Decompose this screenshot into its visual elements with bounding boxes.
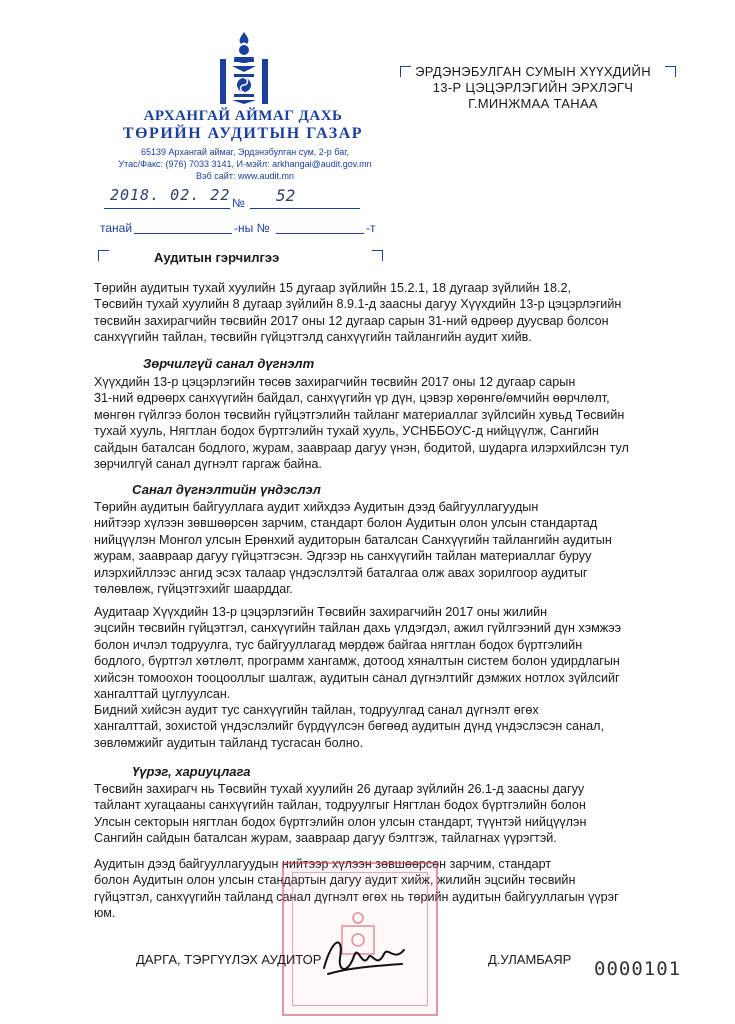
basis-paragraph-3: Бидний хийсэн аудит тус санхүүгийн тайлан, тодруулгад санал дүгнэлт өгөх хангалттай, зохистой үндэслэлийг бүрдүүлсэн бөгөөд аудитын дүнд үндэслэсэн санал, зөвлөмжийг аудитын тайланд тусгасан болно. (94, 703, 604, 750)
reply-number-label: -ны № (234, 221, 270, 235)
handwritten-date: 2018. 02. 22 (110, 186, 231, 204)
recipient-line2: 13-Р ЦЭЦЭРЛЭГИЙН ЭРХЛЭГЧ (432, 80, 634, 95)
signatory-role: ДАРГА, ТЭРГҮҮЛЭХ АУДИТОР (136, 952, 322, 967)
recipient-line1: ЭРДЭНЭБУЛГАН СУМЫН ХҮҮХДИЙН (415, 64, 651, 79)
intro-paragraph: Төрийн аудитын тухай хуулийн 15 дугаар зүйлийн 15.2.1, 18 дугаар зүйлийн 18.2, Төсвийн тухай хуулийн 8 дугаар зүйлийн 8.9.1-д заасны дагуу Хүүхдийн 13-р цэцэрлэгийн төсвийн захирагчийн төсвийн 2017 оны 12 дугаар сарын 31-ний өдрөөр дуусвар болсон санхүүгийн тайлан, төсвийн гүйцэтгэлд санхүүгийн тайлангийн аудит хийв. (94, 281, 622, 345)
section-heading-responsibility: Үүрэг, хариуцлага (132, 764, 251, 779)
soyombo-emblem-icon (214, 30, 274, 106)
recipient-name: Г.МИНЖМАА ТАНАА (468, 96, 598, 111)
document-serial-number: 0000101 (594, 958, 682, 980)
section-heading-basis: Санал дүгнэлтийн үндэслэл (132, 482, 321, 497)
number-underline (250, 194, 360, 209)
address-corner-mark-right (665, 66, 676, 77)
section-heading-opinion: Зөрчилгүй санал дүгнэлт (143, 356, 315, 371)
address-line: 65139 Архангай аймаг, Эрдэнэбулган сум, 2-р баг, (141, 147, 349, 157)
responsibility-paragraph: Төсвийн захирагч нь Төсвийн тухай хуулийн 26 дугаар зүйлийн 26.1-д заасны дагуу тайлант хугацааны санхүүгийн тайлан, тодруулгыг Нягтлан бодох бүртгэлийн болон Улсын секторын нягтлан бодох бүртгэлийн олон улсын стандарт, түүнтэй нийцүүлэн Сангийн сайдын баталсан журам, заавраар дагуу бэлтгэж, тайлагнах үүрэгтэй. (94, 782, 587, 846)
responsibility-paragraph-2: Аудитын дээд байгууллагуудын нийтээр хүлээн зөвшөөрсөн зарчим, стандарт болон Аудитын олон улсын стандартын дагуу аудит хийж, жилийн эцсийн төсвийн гүйцэтгэл, санхүүгийн тайланд санал дүгнэлт өгөх нь төрийн аудитын байгууллагын үүрэг юм. (94, 857, 619, 921)
handwritten-number: 52 (276, 186, 296, 205)
basis-paragraph: Төрийн аудитын байгууллага аудит хийхдээ Аудитын дээд байгууллагуудын нийтээр хүлээн зөвшөөрсөн зарчим, стандарт болон Аудитын олон улсын стандартад нийцүүлэн Монгол улсын Ерөнхий аудиторын баталсан Санхүүгийн тайлангийн аудитын журам, заавраар дагуу гүйцэтгэсэн. Эдгээр нь санхүүгийн тайлан материаллаг буруу илэрхийллээс ангид эсэх талаар үндэслэлтэй баталгаа олж авах зорилгоор аудитыг төлөвлөж, гүйцэтгэхийг шаарддаг. (94, 500, 612, 597)
handwritten-signature (318, 928, 408, 988)
basis-paragraph-2: Аудитаар Хүүхдийн 13-р цэцэрлэгийн Төсвийн захирагчийн 2017 оны жилийн эцсийн төсвийн гүйцэтгэл, санхүүгийн тайлан дахь үлдэгдэл, ажил гүйлгээний дүн хэмжээ болон ичлэл тодруулга, тус байгууллагад мөрдөж байгаа нягтлан бодох бүртгэлийн бодлого, бүртгэл хөтлөлт, программ хангамж, дотоод хяналтын систем болон удирдлагын хийсэн томоохон тооцооллыг шалгаж, аудитын санал дүгнэлтийг дэмжих нотлох зүйлсийг хангалттай цуглуулсан. (94, 605, 622, 702)
reply-number-underline (276, 219, 364, 234)
title-corner-mark-left (98, 250, 109, 261)
number-label: № (232, 196, 245, 210)
website-line: Вэб сайт: www.audit.mn (196, 171, 294, 181)
reply-suffix: -т (366, 221, 376, 235)
organization-name-line2: ТӨРИЙН АУДИТЫН ГАЗАР (122, 125, 364, 142)
title-corner-mark-right (372, 250, 383, 261)
opinion-paragraph: Хүүхдийн 13-р цэцэрлэгийн төсөв захирагчийн төсвийн 2017 оны 12 дугаар сарын 31-ний өдрөөрх санхүүгийн байдал, санхүүгийн үр дүн, цэвэр хөрөнгө/өмчийн өөрчлөлт, мөнгөн гүйлгээ болон төсвийн гүйцэтгэлийн тайланг материаллаг зүйлсийн хувьд Төсвийн тухай хууль, Нягтлан бодох бүртгэлийн тухай хууль, УСНББОУС-д нийцүүлж, Сангийн сайдын баталсан бодлого, журам, заавраар дагуу үнэн, бодитой, шударга илэрхийлсэн тул зөрчилгүй санал дүгнэлт гаргаж байна. (94, 375, 629, 472)
reply-date-underline (134, 219, 232, 234)
organization-name-line1: АРХАНГАЙ АЙМАГ ДАХЬ (143, 108, 343, 124)
document-title: Аудитын гэрчилгээ (154, 250, 280, 265)
reply-to-label: танай (100, 221, 133, 235)
contact-line: Утас/Факс: (976) 7033 3141, И-мэйл: arkhangai@audit.gov.mn (118, 159, 372, 169)
signatory-name: Д.УЛАМБАЯР (488, 952, 572, 967)
